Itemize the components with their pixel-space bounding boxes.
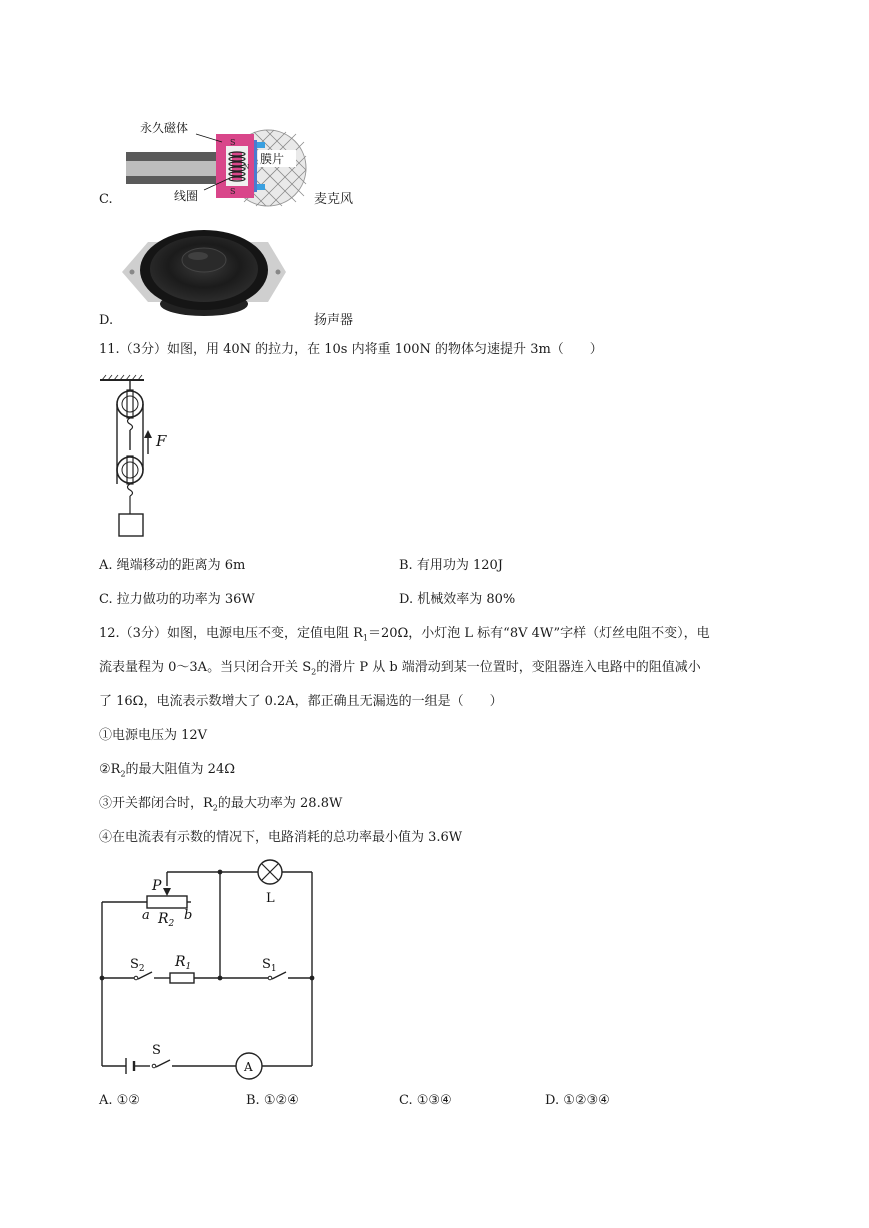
load-block	[119, 514, 143, 536]
speaker-mount-hole-right	[276, 270, 281, 275]
switch-s2-contact	[134, 976, 138, 980]
option-c-letter: C.	[99, 192, 113, 207]
q12-option-b: B. ①②④	[246, 1093, 299, 1108]
q12-statement-3	[99, 795, 342, 818]
movable-pulley	[117, 457, 143, 483]
diaphragm	[254, 140, 257, 192]
rheostat-r2	[147, 896, 187, 908]
q12-option-c: C. ①③④	[399, 1093, 452, 1108]
movable-pulley-inner	[122, 462, 138, 478]
mic-handle-body	[126, 161, 221, 176]
q12-stem-line1-sub: 1	[362, 633, 368, 643]
q11-option-a: A. 绳端移动的距离为 6m	[99, 558, 246, 573]
q11-option-b: B. 有用功为 120J	[399, 558, 503, 573]
q11-option-c: C. 拉力做功的功率为 36W	[99, 592, 255, 607]
switch-s1-label	[262, 957, 277, 974]
movable-pulley-hook	[128, 484, 133, 496]
q12-stem-line1-a: 12.（3分）如图，电源电压不变，定值电阻 R	[99, 626, 363, 641]
switch-main-label: S	[152, 1043, 161, 1058]
rheostat-label-sub: 2	[168, 919, 175, 929]
pulley-diagram	[96, 374, 176, 544]
force-label: F	[156, 432, 167, 450]
switch-s1-contact	[268, 976, 272, 980]
switch-s-blade	[156, 1060, 170, 1067]
magnet-label: 永久磁体	[140, 121, 189, 135]
movable-pulley-frame	[127, 456, 133, 484]
q12-statement-2-a: ②R	[99, 762, 121, 777]
option-d-letter: D.	[99, 313, 114, 328]
switch-s2-label	[130, 957, 145, 974]
q12-statement-3-a: ③开关都闭合时，R	[99, 796, 213, 811]
junction-top	[218, 870, 223, 875]
switch-s-contact	[152, 1064, 156, 1068]
coil-label: 线圈	[174, 189, 199, 203]
lamp-label: L	[266, 891, 275, 906]
q12-statement-2	[99, 761, 235, 784]
q12-stem-line1	[99, 625, 710, 648]
force-arrow-head	[144, 430, 152, 438]
diaphragm-clip-top	[257, 142, 265, 148]
resistor-r1	[170, 973, 194, 983]
q12-stem-line2-sub: 2	[311, 667, 317, 677]
junction-left	[100, 976, 105, 981]
rheostat-label	[157, 911, 175, 929]
fixed-pulley-inner	[122, 396, 138, 412]
pole-s-top: S	[230, 138, 236, 147]
junction-middle	[218, 976, 223, 981]
rheostat-label-main: R	[158, 911, 169, 927]
q12-statement-4: ④在电流表有示数的情况下，电路消耗的总功率最小值为 3.6W	[99, 830, 463, 845]
junction-right	[310, 976, 315, 981]
diaphragm-label: 膜片	[260, 152, 285, 166]
mic-handle-top	[126, 152, 221, 161]
q12-statement-3-b: 的最大功率为 28.8W	[217, 796, 343, 811]
mic-handle-bottom	[126, 176, 221, 184]
ammeter-label: A	[244, 1060, 253, 1074]
switch-s1-label-main: S	[262, 957, 271, 972]
fixed-pulley-hook	[128, 418, 133, 430]
q12-stem-line3: 了 16Ω，电流表示数增大了 0.2A，都正确且无漏选的一组是（ ）	[99, 694, 503, 709]
q12-statement-1: ①电源电压为 12V	[99, 728, 208, 743]
end-a-label: a	[142, 908, 150, 923]
resistor-label	[174, 954, 191, 972]
q12-stem-line2-b: 的滑片 P 从 b 端滑动到某一位置时，变阻器连入电路中的阻值减小	[316, 660, 701, 675]
pole-n: N	[244, 164, 250, 171]
speaker-mount-hole-left	[130, 270, 135, 275]
q12-stem-line2-a: 流表量程为 0～3A。当只闭合开关 S	[99, 660, 312, 675]
q11-stem: 11.（3分）如图，用 40N 的拉力，在 10s 内将重 100N 的物体匀速提升 3m（ ）	[99, 342, 603, 357]
switch-s2-label-sub: 2	[138, 964, 145, 974]
switch-s2-label-main: S	[130, 957, 139, 972]
q12-stem-line1-b: ＝20Ω，小灯泡 L 标有“8V 4W”字样（灯丝电阻不变），电	[367, 626, 710, 641]
q12-option-a: A. ①②	[99, 1093, 140, 1108]
switch-s1-label-sub: 1	[270, 964, 277, 974]
q12-stem-line2	[99, 659, 701, 682]
resistor-label-sub: 1	[185, 962, 192, 972]
option-d-caption: 扬声器	[314, 313, 354, 328]
q12-statement-3-sub: 2	[212, 803, 218, 813]
diaphragm-clip-bottom	[257, 184, 265, 190]
q12-statement-2-sub: 2	[120, 769, 126, 779]
resistor-label-main: R	[175, 954, 186, 970]
slider-arrow	[163, 888, 171, 896]
fixed-pulley-frame	[127, 390, 133, 418]
end-b-label: b	[184, 908, 193, 923]
pole-s-bottom: S	[230, 187, 236, 196]
slider-label: P	[152, 878, 162, 894]
q12-option-d: D. ①②③④	[545, 1093, 610, 1108]
circuit-diagram	[92, 856, 332, 1086]
speaker-dust-cap	[182, 248, 226, 272]
fixed-pulley	[117, 391, 143, 417]
speaker-image	[118, 220, 290, 320]
q12-statement-2-b: 的最大阻值为 24Ω	[125, 762, 235, 777]
option-c-caption: 麦克风	[314, 192, 354, 207]
speaker-highlight	[188, 252, 208, 260]
q11-option-d: D. 机械效率为 80%	[399, 592, 516, 607]
microphone-diagram	[118, 112, 318, 212]
